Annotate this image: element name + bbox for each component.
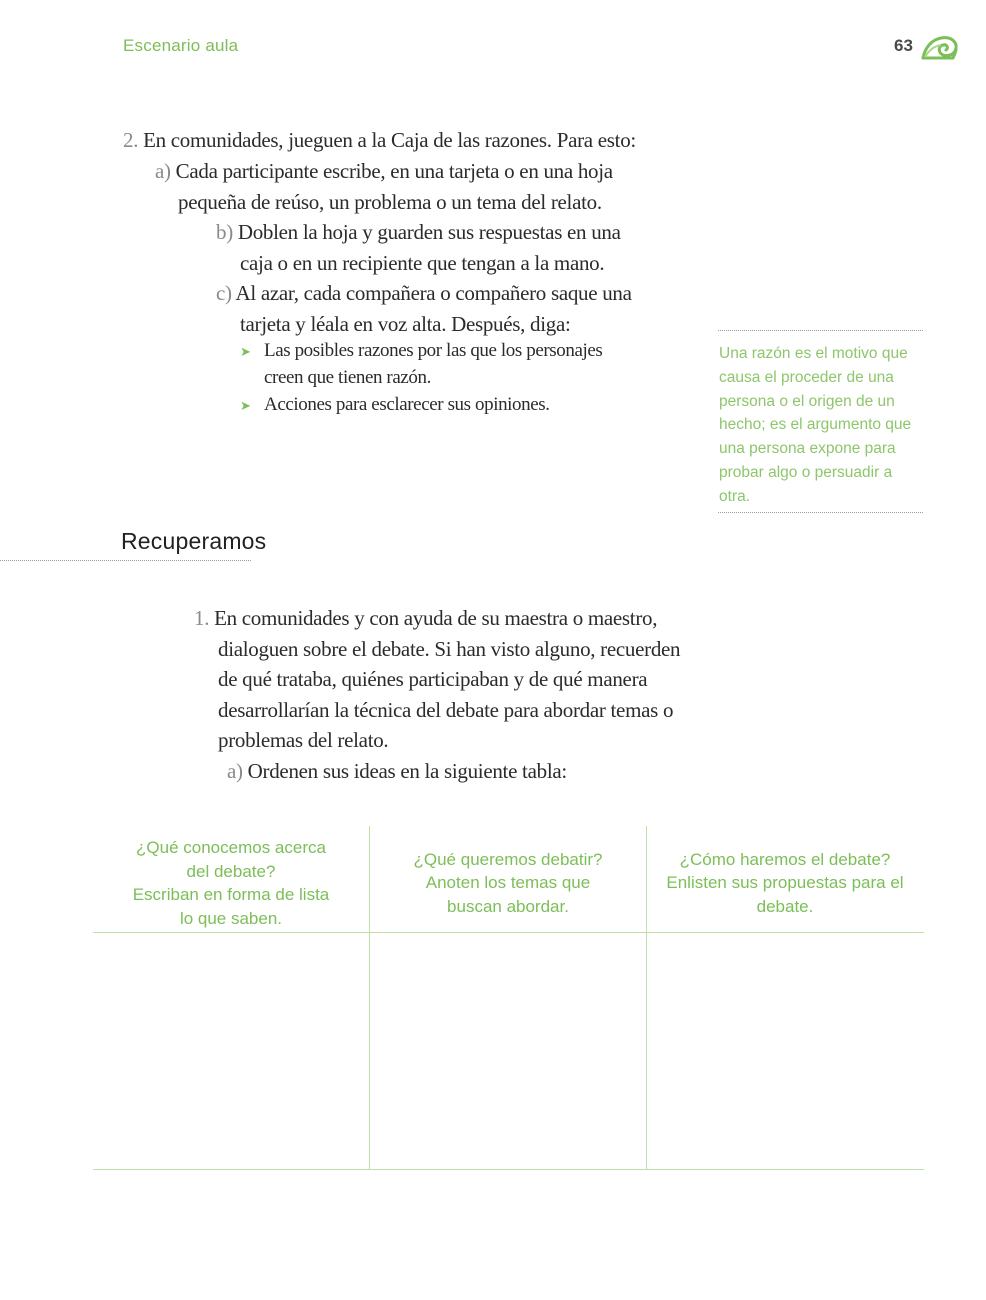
table-header-what-we-know xyxy=(93,834,369,932)
header-2-line-1: ¿Qué queremos debatir? xyxy=(413,849,603,869)
bullet-2-text-1: Acciones para esclarecer sus opiniones. xyxy=(264,394,550,415)
note-bottom-rule xyxy=(718,512,923,513)
header-1-line-3: Escriban en forma de lista xyxy=(132,885,330,904)
step-c-text-1: Al azar, cada compañera o compañero saque una xyxy=(235,281,632,305)
table-answer-cell-3[interactable] xyxy=(647,934,923,1169)
activity-1-text-1: En comunidades y con ayuda de su maestra o maestro, xyxy=(214,606,658,630)
table-header-what-to-debate xyxy=(370,834,646,932)
step-c-line-1 xyxy=(216,279,632,307)
header-1-line-1: ¿Qué conocemos acerca xyxy=(136,838,326,857)
bullet-1-text-1: Las posibles razones por las que los personajes xyxy=(264,340,603,361)
step-c-marker: c) xyxy=(216,281,232,305)
activity-1-text-4: desarrollarían la técnica del debate para abordar temas o xyxy=(218,698,674,722)
table-bottom-rule xyxy=(93,1169,924,1170)
bullet-1-text-2: creen que tienen razón. xyxy=(264,367,431,388)
snail-spiral-icon xyxy=(921,30,959,62)
activity-1-number: 1. xyxy=(194,606,210,630)
step-b-text-1: Doblen la hoja y guarden sus respuestas en una xyxy=(237,220,621,244)
sub-a-text: Ordenen sus ideas en la siguiente tabla: xyxy=(247,759,567,783)
header-3-line-1: ¿Cómo haremos el debate? xyxy=(679,849,891,869)
activity-1-text-3: de qué trataba, quiénes participaban y de qué manera xyxy=(218,667,648,691)
activity-2-intro-text: En comunidades, jueguen a la Caja de las razones. Para esto: xyxy=(143,128,636,152)
glossary-note: Una razón es el motivo que causa el proceder de una persona o el origen de un hecho; es el argumento que una persona expone para probar algo o persuadir a otra. xyxy=(719,345,912,505)
table-header-rule xyxy=(93,932,924,933)
step-a-line-1 xyxy=(155,157,613,185)
header-2-line-2: Anoten los temas que xyxy=(425,873,591,893)
activity-1-line-1 xyxy=(194,604,657,632)
step-a-text-2: pequeña de reúso, un problema o un tema del relato. xyxy=(178,190,602,214)
header-1-line-2: del debate? xyxy=(186,861,276,881)
table-answer-cell-1[interactable] xyxy=(93,934,369,1169)
note-top-rule xyxy=(718,330,923,331)
activity-1-text-5: problemas del relato. xyxy=(218,728,389,752)
activity-1-sub-a xyxy=(227,757,567,785)
table-header-how-to-debate xyxy=(647,834,923,932)
step-a-text-1: Cada participante escribe, en una tarjeta o en una hoja xyxy=(175,159,613,183)
activity-2-intro xyxy=(123,126,636,154)
header-3-line-2: Enlisten sus propuestas para el xyxy=(666,873,904,893)
running-header: Escenario aula xyxy=(123,36,239,55)
header-3-line-3: debate. xyxy=(756,896,814,916)
table-answer-cell-2[interactable] xyxy=(370,934,646,1169)
step-b-text-2: caja o en un recipiente que tengan a la mano. xyxy=(240,251,605,275)
header-1-line-4: lo que saben. xyxy=(179,908,283,928)
page-number: 63 xyxy=(894,36,913,55)
activity-2-number: 2. xyxy=(123,128,139,152)
section-title: Recuperamos xyxy=(121,528,267,554)
step-b-line-1 xyxy=(216,218,621,246)
arrow-bullet-icon: ➤ xyxy=(240,398,251,413)
sub-a-marker: a) xyxy=(227,759,243,783)
section-rule xyxy=(0,560,251,561)
header-2-line-3: buscan abordar. xyxy=(447,896,569,916)
step-b-marker: b) xyxy=(216,220,233,244)
arrow-bullet-icon: ➤ xyxy=(240,344,251,359)
activity-1-text-2: dialoguen sobre el debate. Si han visto alguno, recuerden xyxy=(218,637,681,661)
step-c-text-2: tarjeta y léala en voz alta. Después, diga: xyxy=(240,312,571,336)
step-a-marker: a) xyxy=(155,159,171,183)
